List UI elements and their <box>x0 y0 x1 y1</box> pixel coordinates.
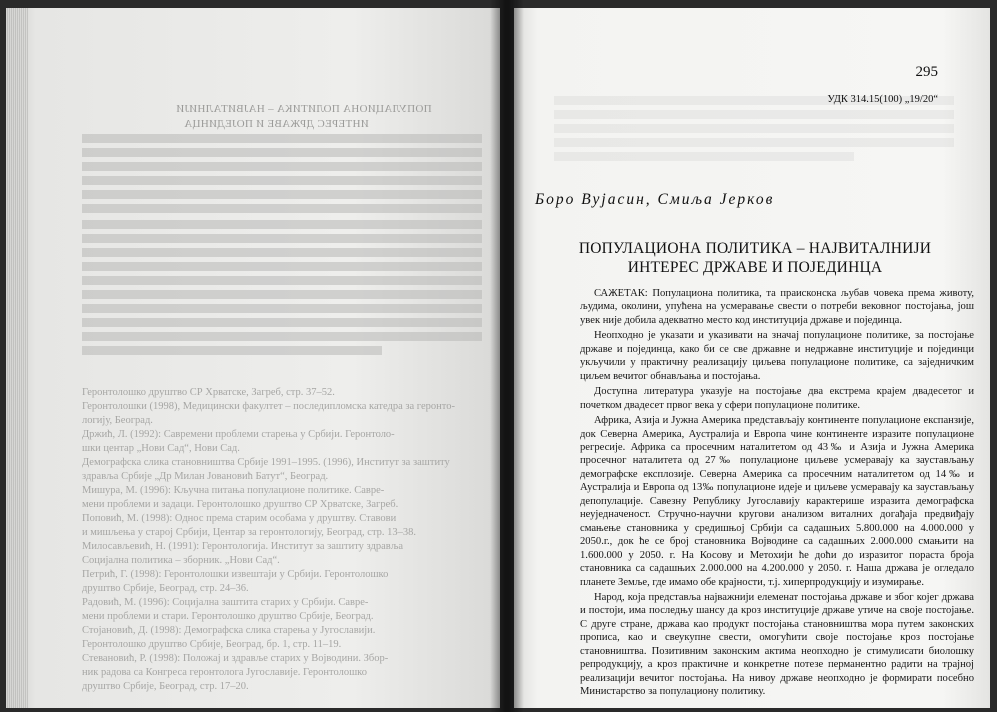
ghost-ref-line: Стојановић, Д. (1998): Демографска слика старења у Југославији. <box>82 625 376 636</box>
article-body <box>580 287 974 701</box>
ghost-title-line-2: ИНТЕРЕС ДРЖАВЕ И ПОЈЕДИНЦА <box>184 118 369 130</box>
title-line: ПОПУЛАЦИОНА ПОЛИТИКА – НАЈВИТАЛНИЈИ <box>578 240 932 257</box>
ghost-ref-line: Стевановић, Р. (1998): Положај и здравље старих у Војводини. Збор- <box>82 653 389 664</box>
ghost-ref-line: друштво Србије, Београд, стр. 17–20. <box>82 681 249 692</box>
body-paragraph: Доступна литература указује на постојање два екстрема крајем двадесетог и почетком двадесет првог века у сфери популационе политике. <box>580 386 974 411</box>
ghost-ref-line: друштво Србије, Београд, стр. 24–36. <box>82 583 249 594</box>
ghost-ref-line: логију, Београд. <box>82 415 153 426</box>
ghost-ref-line: мени проблеми и задаци. Геронтолошко друштво СР Хрватске, Загреб. <box>82 499 399 510</box>
page-edge-stack <box>6 8 28 708</box>
ghost-references <box>82 386 482 694</box>
left-page <box>6 8 500 708</box>
ghost-ref-line: Радовић, М. (1996): Социјална заштита старих у Србији. Савре- <box>82 597 369 608</box>
ghost-ref-line: Држић, Л. (1992): Савремени проблеми старења у Србији. Геронтоло- <box>82 429 395 440</box>
ghost-ref-line: мени проблеми и стари. Геронтолошко друштво Србије, Београд. <box>82 611 374 622</box>
ghost-title-line-1: ПОПУЛАЦИОНА ПОЛИТИКА – НАЈВИТАЛНИЈИ <box>176 103 432 115</box>
body-paragraph: Народ, која представља најважнији елеменат постојања државе и због којег држава и постоји, има последњу шансу да кроз институције државе утиче на своје постојање. С друге стране, држава као продукт постојања становништва мора путем законских прописа, као и свеукупне свести, омогућити своје постојање кроз постојање становништва. Позитивним законским актима неопходно је стимулисати биолошку репродукцију, а кроз практичне и конкретне потезе перманентно радити на трајној реализацији вечитог постојања. На нивоу државе неопходно је формирати посебно Министарство за популациону политику. <box>580 591 974 698</box>
title-line: ИНТЕРЕС ДРЖАВЕ И ПОЈЕДИНЦА <box>627 259 883 276</box>
ghost-ref-line: Геронтолошко друштво Србије, Београд, бр. 1, стр. 11–19. <box>82 639 342 650</box>
abstract-paragraph: САЖЕТАК: Популациона политика, та праисконска љубав човека према животу, људима, околини, упућена на усмеравање свести о потреби вековног постојања, још увек није добила адекватно место код институција државе и појединца. <box>580 288 974 326</box>
ghost-ref-line: Мишура, М. (1996): Кључна питања популационе политике. Савре- <box>82 485 385 496</box>
ghost-ref-line: Геронтолошки (1998), Медицински факултет – последипломска катедра за геронто- <box>82 401 455 412</box>
ghost-ref-line: Петрић, Г. (1998): Геронтолошки извештаји у Србији. Геронтолошко <box>82 569 389 580</box>
ghost-ref-line: и мишљења у старој Србији, Центар за геронтологију, Београд, стр. 13–38. <box>82 527 417 538</box>
ghost-ref-line: шки центар „Нови Сад“, Нови Сад. <box>82 443 240 454</box>
page-number: 295 <box>915 64 938 80</box>
article-title <box>535 239 975 277</box>
ghost-ref-line: здравља Србије „Др Милан Јовановић Батут“, Београд. <box>82 471 329 482</box>
udk-code: УДК 314.15(100) „19/20“ <box>827 94 938 105</box>
ghost-ref-line: Милосављевић, Н. (1991): Геронтологија. Институт за заштиту здравља <box>82 541 404 552</box>
ghost-ref-line: ник радова са Конгреса геронтолога Југославије. Геронтолошко <box>82 667 368 678</box>
ghost-ref-line: Поповић, М. (1998): Однос према старим особама у друштву. Ставови <box>82 513 397 524</box>
book-gutter <box>490 0 524 712</box>
ghost-ref-line: Геронтолошко друштво СР Хрватске, Загреб, стр. 37–52. <box>82 387 335 398</box>
body-paragraph: Неопходно је указати и указивати на значај популационе политике, за постојање државе и појединца, како би се све државне и недржавне институције и појединци укључили у практичну реализацију циљева популационе политике, са заједничким циљем вечитог обнављања и постојања. <box>580 330 974 382</box>
right-page <box>514 8 990 708</box>
ghost-ref-line: Социјална политика – зборник. „Нови Сад“. <box>82 555 280 566</box>
ghost-ref-line: Демографска слика становништва Србије 1991–1995. (1996), Институт за заштиту <box>82 457 450 468</box>
body-paragraph: Африка, Азија и Јужна Америка представљају континенте популационе експанзије, док Северна Америка, Аустралија и Европа чине континенте изразите популационе регресије. Африка са просечним наталитетом од 43‰ и Азија и Јужна Америка просечног наталитета од 27‰ популационе циљеве усмеравају ка заустављању демографске експлозије. Северна Америка са просечним наталитетом од 14‰ и Аустралија и Европа од 13‰ популационе идеје и циљеве усмеравају ка заустављању депопулације. Савезну Републику Југославију карактерише изразита демографска неуједначеност. Стручно-научни кругови анализом виталних догађаја предвиђају смањење становника у средишњој Србији са садашњих 5.800.000 на 4.000.000 у 2050.г., док ће се број становника Војводине са садашњих 2.000.000 смањити на 1.600.000 у 2050. г. На Косову и Метохији ће доћи до изразитог пораста броја становника са садашњих 2.000.000 на 4.200.000 у 2050. г. Наша држава је огледало планете Земље, где имамо обе крајности, т.ј. хиперпродукцију и изумирање. <box>580 415 974 588</box>
article-authors: Боро Вујасин, Смиља Јерков <box>535 191 775 208</box>
